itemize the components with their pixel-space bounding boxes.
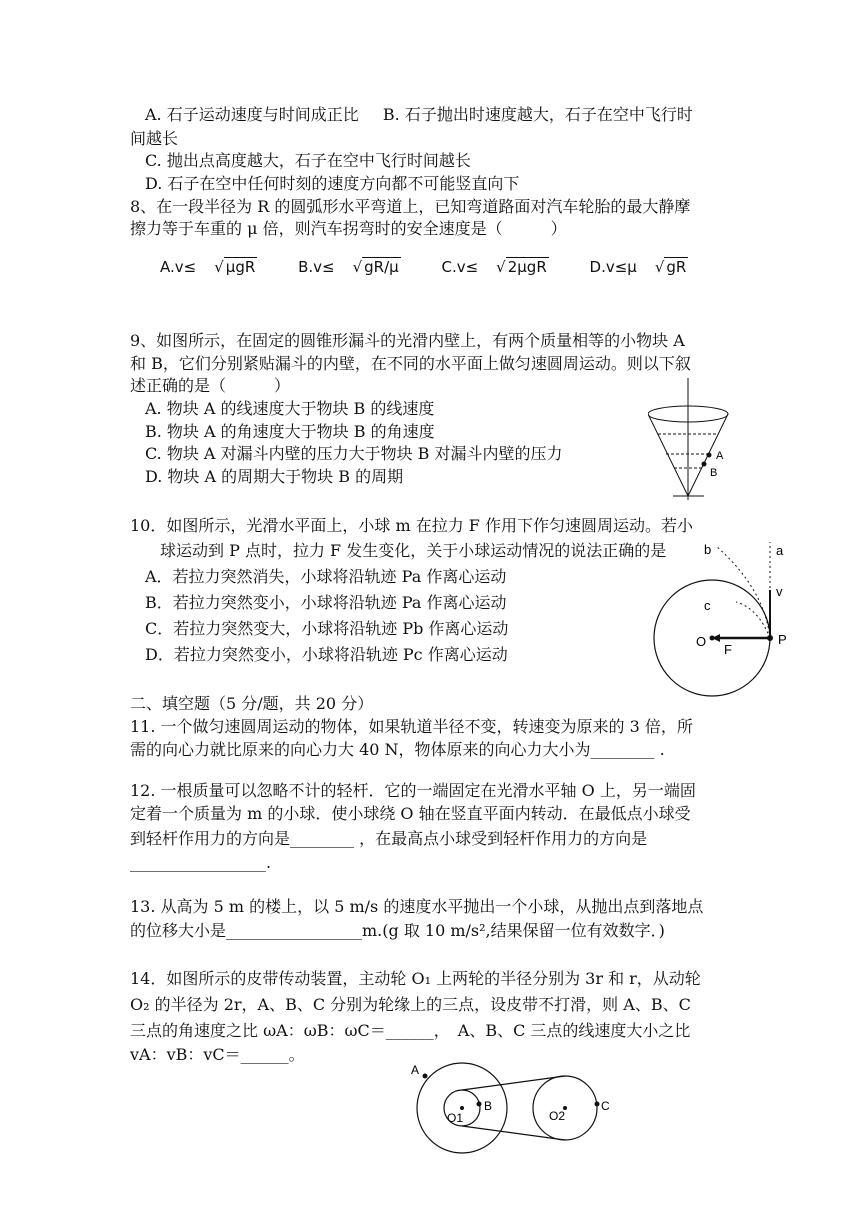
funnel-label-a: A bbox=[716, 450, 724, 462]
label-o: O bbox=[696, 634, 707, 649]
q8-option-b: B.v≤ √ gR/μ bbox=[298, 258, 399, 276]
q12-line3: 到轻杆作用力的方向是________ ，在最高点小球受到轻杆作用力的方向是 bbox=[130, 829, 648, 848]
q8-formula-options bbox=[160, 258, 724, 276]
point-a bbox=[423, 1074, 428, 1079]
funnel-figure bbox=[648, 378, 748, 503]
q7-option-c: C. 抛出点高度越大，石子在空中飞行时间越长 bbox=[145, 151, 471, 170]
q8-line1: 8、在一段半径为 R 的圆弧形水平弯道上，已知弯道路面对汽车轮胎的最大静摩 bbox=[130, 197, 691, 216]
q9-line1: 9、如图所示，在固定的圆锥形漏斗的光滑内壁上，有两个质量相等的小物块 A bbox=[130, 331, 685, 350]
label-b: B bbox=[484, 1099, 493, 1113]
label-o2: O2 bbox=[549, 1109, 566, 1123]
q9-option-c: C. 物块 A 对漏斗内壁的压力大于物块 B 对漏斗内壁的压力 bbox=[145, 444, 563, 463]
point-b bbox=[477, 1102, 482, 1107]
label-c: C bbox=[601, 1099, 610, 1113]
q9-option-d: D. 物块 A 的周期大于物块 B 的周期 bbox=[145, 467, 404, 486]
q13-line1: 13. 从高为 5 m 的楼上，以 5 m/s 的速度水平抛出一个小球，从抛出点到落地点 bbox=[130, 897, 704, 916]
label-c: c bbox=[704, 598, 711, 613]
q14-line2: O₂ 的半径为 2r，A、B、C 分别为轮缘上的三点，设皮带不打滑，则 A、B、C bbox=[130, 995, 691, 1014]
q7-option-a-and-b bbox=[145, 104, 693, 126]
q14-line4: vA：vB：vC＝______。 bbox=[130, 1045, 305, 1064]
q11-line2: 需的向心力就比原来的向心力大 40 N，物体原来的向心力大小为________ . bbox=[130, 740, 665, 759]
point-p bbox=[767, 635, 773, 641]
q10-line1: 10．如图所示，光滑水平面上，小球 m 在拉力 F 作用下作匀速圆周运动。若小 bbox=[130, 516, 693, 535]
label-v: v bbox=[776, 584, 783, 599]
belt-bottom bbox=[462, 1126, 565, 1140]
q9-option-b: B. 物块 A 的角速度大于物块 B 的角速度 bbox=[145, 422, 435, 441]
q12-line1: 12. 一根质量可以忽略不计的轻杆．它的一端固定在光滑水平轴 O 上，另一端固 bbox=[130, 781, 696, 800]
section2-heading: 二、填空题（5 分/题，共 20 分） bbox=[130, 694, 374, 713]
funnel-point-b bbox=[702, 462, 707, 467]
circular-motion-figure bbox=[640, 538, 800, 698]
label-p: P bbox=[778, 632, 787, 647]
label-b: b bbox=[704, 542, 712, 557]
q10-option-c: C．若拉力突然变大，小球将沿轨迹 Pb 作离心运动 bbox=[145, 619, 509, 638]
center-o1 bbox=[460, 1106, 464, 1110]
q12-line4: _________________. bbox=[130, 853, 272, 872]
q7-option-b: B. 石子抛出时速度越大，石子在空中飞行时 bbox=[382, 105, 693, 124]
funnel-label-b: B bbox=[710, 467, 718, 479]
path-pc bbox=[736, 602, 770, 638]
q9-line3: 述正确的是（ ） bbox=[130, 376, 291, 395]
q8-option-c: C.v≤ √ 2μgR bbox=[441, 258, 547, 276]
q13-line2: 的位移大小是_________________m.(g 取 10 m/s²,结果保留一位有效数字．) bbox=[130, 921, 665, 940]
belt-drive-figure bbox=[405, 1058, 635, 1158]
q10-option-b: B．若拉力突然变小，小球将沿轨迹 Pa 作离心运动 bbox=[145, 593, 507, 612]
path-pb bbox=[716, 546, 770, 638]
q8-line2: 擦力等于车重的 μ 倍，则汽车拐弯时的安全速度是（ ） bbox=[130, 219, 567, 238]
label-f: F bbox=[724, 642, 732, 657]
q9-line2: 和 B，它们分别紧贴漏斗的内壁，在不同的水平面上做匀速圆周运动。则以下叙 bbox=[130, 354, 691, 373]
q7-option-b-cont: 间越长 bbox=[130, 129, 179, 148]
force-f-arrowhead bbox=[712, 634, 720, 642]
belt-top bbox=[462, 1076, 565, 1090]
q12-line2: 定着一个质量为 m 的小球．使小球绕 O 轴在竖直平面内转动．在最低点小球受 bbox=[130, 804, 691, 823]
q14-line1: 14．如图所示的皮带传动装置，主动轮 O₁ 上两轮的半径分别为 3r 和 r，从动轮 bbox=[130, 969, 701, 988]
q14-line3: 三点的角速度之比 ωA：ωB：ωC＝______， A、B、C 三点的线速度大小之比 bbox=[130, 1021, 691, 1040]
q11-line1: 11. 一个做匀速圆周运动的物体，如果轨道半径不变，转速变为原来的 3 倍，所 bbox=[130, 717, 693, 736]
q10-option-d: D．若拉力突然变小，小球将沿轨迹 Pc 作离心运动 bbox=[145, 645, 508, 664]
q8-option-d: D.v≤μ √ gR bbox=[589, 258, 687, 276]
point-c bbox=[595, 1102, 600, 1107]
funnel-wall-left bbox=[648, 414, 688, 496]
q7-option-a: A. 石子运动速度与时间成正比 bbox=[145, 105, 359, 124]
funnel-point-a bbox=[707, 453, 712, 458]
q10-line2: 球运动到 P 点时，拉力 F 发生变化，关于小球运动情况的说法正确的是 bbox=[160, 541, 667, 560]
q8-option-a: A.v≤ √ μgR bbox=[160, 258, 256, 276]
q7-option-d: D. 石子在空中任何时刻的速度方向都不可能竖直向下 bbox=[145, 174, 520, 193]
q9-option-a: A. 物块 A 的线速度大于物块 B 的线速度 bbox=[145, 399, 435, 418]
label-o1: O1 bbox=[447, 1111, 464, 1125]
q10-option-a: A．若拉力突然消失，小球将沿轨迹 Pa 作离心运动 bbox=[145, 567, 507, 586]
label-a: a bbox=[776, 543, 784, 558]
label-a: A bbox=[411, 1063, 420, 1077]
